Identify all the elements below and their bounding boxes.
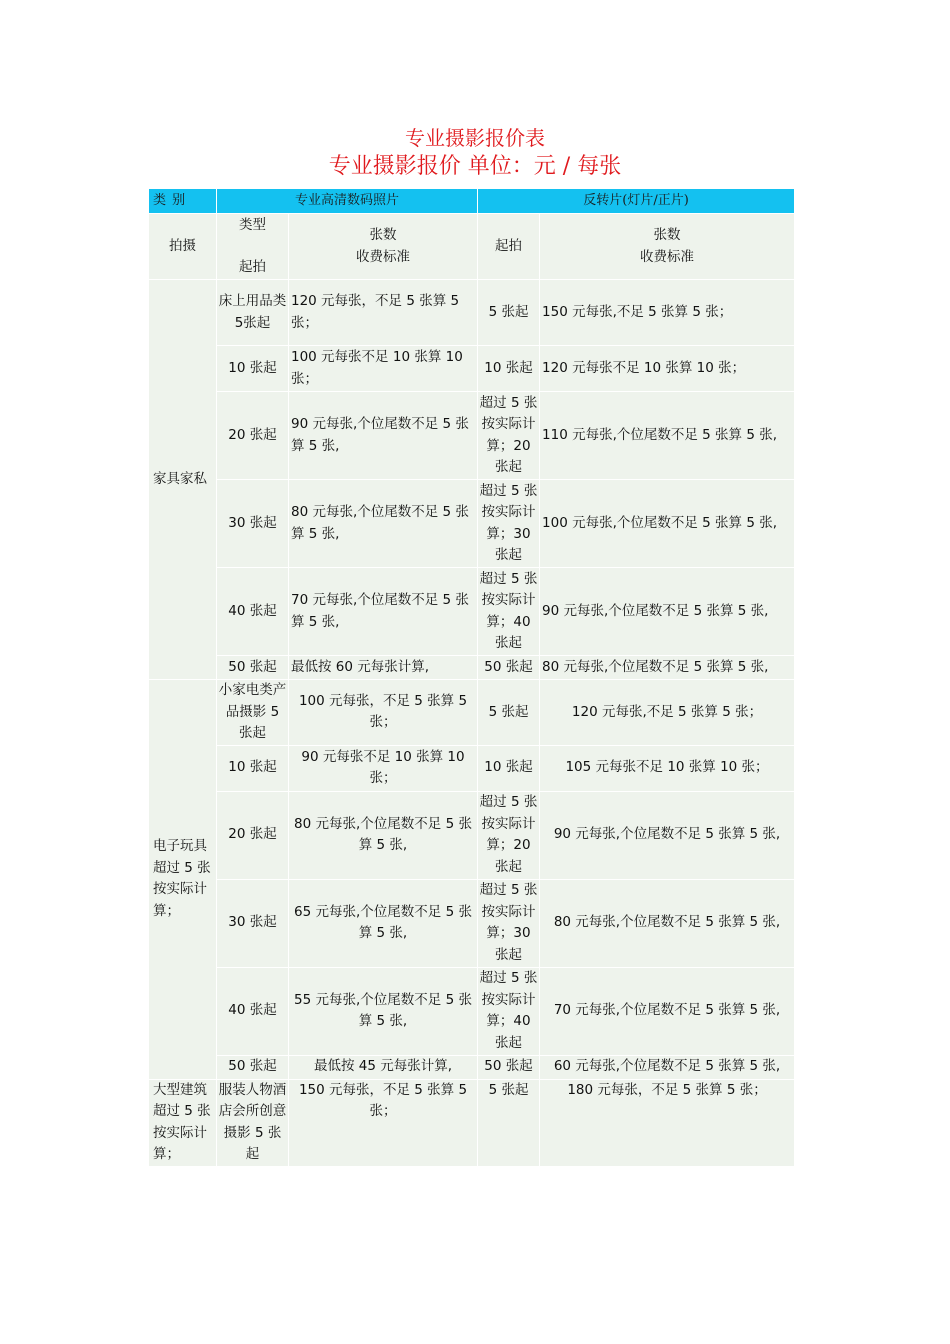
subheader-start: 起拍 bbox=[239, 259, 266, 275]
start-cell: 20 张起 bbox=[217, 792, 289, 880]
start-cell: 30 张起 bbox=[217, 480, 289, 568]
digital-price-cell: 80 元每张,个位尾数不足 5 张算 5 张, bbox=[289, 480, 478, 568]
start-cell: 40 张起 bbox=[217, 968, 289, 1056]
subheader-std2: 收费标准 bbox=[640, 248, 695, 265]
category-cell: 电子玩具超过 5 张按实际计算； bbox=[149, 680, 217, 1080]
table-subheader-row bbox=[149, 214, 795, 280]
table-row bbox=[149, 346, 795, 392]
table-body bbox=[149, 280, 795, 1167]
start-cell: 40 张起 bbox=[217, 568, 289, 656]
table-row bbox=[149, 656, 795, 680]
digital-price-cell: 120 元每张，不足 5 张算 5 张； bbox=[289, 280, 478, 346]
start-cell: 10 张起 bbox=[217, 346, 289, 392]
digital-price-cell: 90 元每张不足 10 张算 10 张； bbox=[289, 746, 478, 792]
film-price-cell: 110 元每张,个位尾数不足 5 张算 5 张, bbox=[540, 392, 795, 480]
subheader-count-std bbox=[289, 214, 478, 280]
film-start-cell: 10 张起 bbox=[478, 746, 540, 792]
digital-price-cell: 65 元每张,个位尾数不足 5 张算 5 张, bbox=[289, 880, 478, 968]
subheader-shoot: 拍摄 bbox=[149, 214, 217, 280]
film-start-cell: 50 张起 bbox=[478, 1056, 540, 1080]
digital-price-cell: 100 元每张不足 10 张算 10 张； bbox=[289, 346, 478, 392]
film-start-cell: 10 张起 bbox=[478, 346, 540, 392]
start-cell: 30 张起 bbox=[217, 880, 289, 968]
subheader-type: 类型 bbox=[239, 216, 266, 233]
digital-price-cell: 100 元每张，不足 5 张算 5 张； bbox=[289, 680, 478, 746]
table-row bbox=[149, 1080, 795, 1167]
film-price-cell: 120 元每张不足 10 张算 10 张； bbox=[540, 346, 795, 392]
film-price-cell: 90 元每张,个位尾数不足 5 张算 5 张, bbox=[540, 792, 795, 880]
digital-price-cell: 90 元每张,个位尾数不足 5 张算 5 张, bbox=[289, 392, 478, 480]
start-cell: 小家电类产品摄影 5 张起 bbox=[217, 680, 289, 746]
digital-price-cell: 80 元每张,个位尾数不足 5 张算 5 张, bbox=[289, 792, 478, 880]
header-digital: 专业高清数码照片 bbox=[217, 189, 478, 214]
table-row bbox=[149, 568, 795, 656]
film-start-cell: 超过 5 张按实际计算；20 张起 bbox=[478, 392, 540, 480]
document-subtitle: 专业摄影报价 单位：元 / 每张 bbox=[328, 154, 622, 179]
document-title-block bbox=[0, 124, 950, 182]
digital-price-cell: 最低按 60 元每张计算, bbox=[289, 656, 478, 680]
table-row bbox=[149, 880, 795, 968]
header-film: 反转片(灯片/正片) bbox=[478, 189, 795, 214]
table-row bbox=[149, 746, 795, 792]
table-row bbox=[149, 792, 795, 880]
digital-price-cell: 55 元每张,个位尾数不足 5 张算 5 张, bbox=[289, 968, 478, 1056]
film-start-cell: 5 张起 bbox=[478, 1080, 540, 1167]
start-cell: 服装人物酒店会所创意摄影 5 张起 bbox=[217, 1080, 289, 1167]
film-start-cell: 超过 5 张按实际计算；20 张起 bbox=[478, 792, 540, 880]
film-price-cell: 100 元每张,个位尾数不足 5 张算 5 张, bbox=[540, 480, 795, 568]
table-row bbox=[149, 680, 795, 746]
start-cell: 50 张起 bbox=[217, 1056, 289, 1080]
start-cell: 20 张起 bbox=[217, 392, 289, 480]
film-price-cell: 105 元每张不足 10 张算 10 张； bbox=[540, 746, 795, 792]
film-price-cell: 60 元每张,个位尾数不足 5 张算 5 张, bbox=[540, 1056, 795, 1080]
category-cell: 大型建筑超过 5 张按实际计算； bbox=[149, 1080, 217, 1167]
film-start-cell: 5 张起 bbox=[478, 280, 540, 346]
document-title: 专业摄影报价表 bbox=[405, 126, 545, 150]
film-start-cell: 超过 5 张按实际计算；30 张起 bbox=[478, 480, 540, 568]
digital-price-cell: 最低按 45 元每张计算, bbox=[289, 1056, 478, 1080]
film-price-cell: 180 元每张，不足 5 张算 5 张； bbox=[540, 1080, 795, 1167]
film-price-cell: 90 元每张,个位尾数不足 5 张算 5 张, bbox=[540, 568, 795, 656]
film-start-cell: 超过 5 张按实际计算；40 张起 bbox=[478, 968, 540, 1056]
start-cell: 床上用品类 5张起 bbox=[217, 280, 289, 346]
digital-price-cell: 150 元每张，不足 5 张算 5 张； bbox=[289, 1080, 478, 1167]
subheader-count2: 张数 bbox=[653, 227, 681, 243]
digital-price-cell: 70 元每张,个位尾数不足 5 张算 5 张, bbox=[289, 568, 478, 656]
header-category: 类 别 bbox=[149, 189, 217, 214]
film-price-cell: 80 元每张,个位尾数不足 5 张算 5 张, bbox=[540, 880, 795, 968]
table-row bbox=[149, 1056, 795, 1080]
film-price-cell: 80 元每张,个位尾数不足 5 张算 5 张, bbox=[540, 656, 795, 680]
film-start-cell: 超过 5 张按实际计算；30 张起 bbox=[478, 880, 540, 968]
subheader-start2: 起拍 bbox=[478, 214, 540, 280]
start-cell: 10 张起 bbox=[217, 746, 289, 792]
table-row bbox=[149, 392, 795, 480]
subheader-count: 张数 bbox=[369, 227, 397, 243]
subheader-count-std2 bbox=[540, 214, 795, 280]
film-start-cell: 5 张起 bbox=[478, 680, 540, 746]
price-table bbox=[149, 189, 795, 1167]
subheader-std: 收费标准 bbox=[356, 248, 410, 265]
film-start-cell: 超过 5 张按实际计算；40 张起 bbox=[478, 568, 540, 656]
film-price-cell: 120 元每张,不足 5 张算 5 张； bbox=[540, 680, 795, 746]
film-start-cell: 50 张起 bbox=[478, 656, 540, 680]
subheader-type-start bbox=[217, 214, 289, 280]
table-row bbox=[149, 968, 795, 1056]
table-row bbox=[149, 480, 795, 568]
film-price-cell: 150 元每张,不足 5 张算 5 张； bbox=[540, 280, 795, 346]
film-price-cell: 70 元每张,个位尾数不足 5 张算 5 张, bbox=[540, 968, 795, 1056]
table-row bbox=[149, 280, 795, 346]
start-cell: 50 张起 bbox=[217, 656, 289, 680]
table-header-row bbox=[149, 189, 795, 214]
category-cell: 家具家私 bbox=[149, 280, 217, 680]
